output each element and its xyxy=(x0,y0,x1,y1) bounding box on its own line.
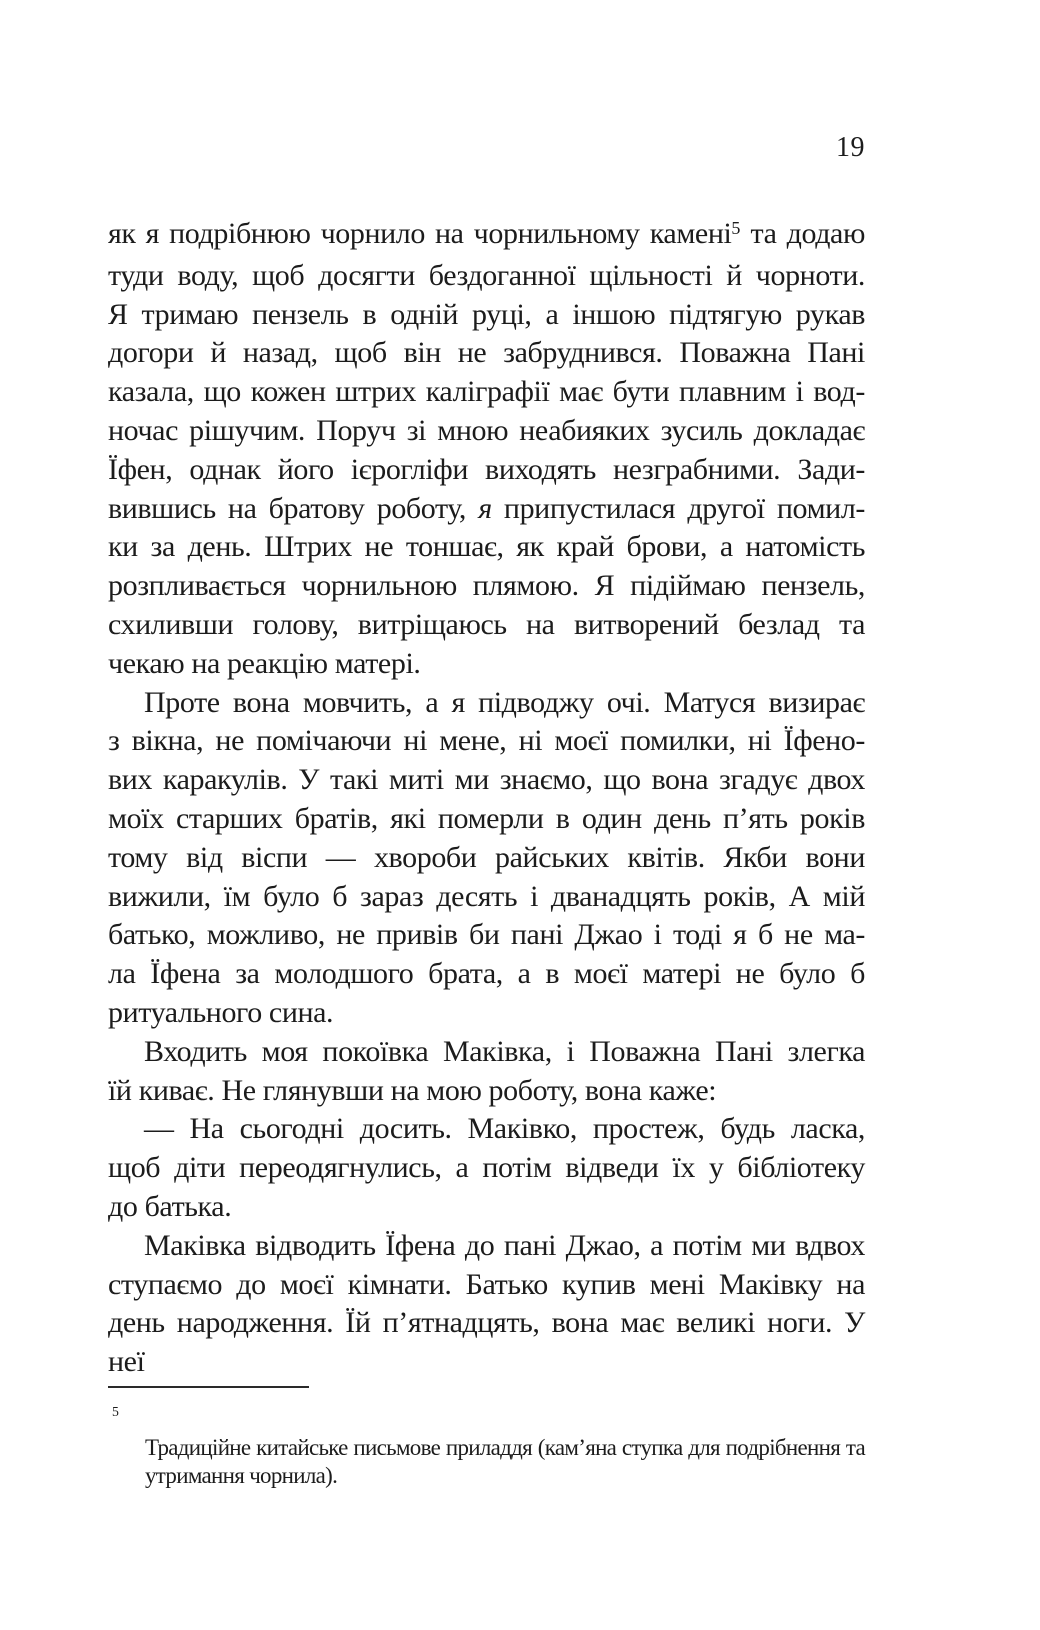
text-line xyxy=(108,412,865,451)
text-line xyxy=(108,490,865,529)
text-segment: ступаємо до моєї кімнати. Батько купив мені Маківку на xyxy=(108,1267,865,1301)
footnote-reference: 5 xyxy=(731,218,741,238)
text-line xyxy=(145,1462,865,1491)
footnote-text xyxy=(108,1434,865,1491)
text-line xyxy=(108,1072,865,1111)
text-line xyxy=(108,1304,865,1382)
text-segment: вижили, їм було б зараз десять і дванадцять років, А мій xyxy=(108,879,865,913)
text-segment: та додаю xyxy=(740,217,865,250)
text-segment: утримання чорнила). xyxy=(145,1463,338,1489)
text-line xyxy=(108,373,865,412)
footnote-divider xyxy=(108,1386,309,1388)
text-line xyxy=(108,916,865,955)
text-segment: ки за день. Штрих не тоншає, як край брови, а натомість xyxy=(108,530,865,564)
text-line xyxy=(108,567,865,606)
text-segment: Входить моя покоївка Маківка, і Поважна Пані злегка xyxy=(144,1034,865,1068)
text-line xyxy=(108,215,865,257)
text-segment: припустилася другої помил- xyxy=(491,491,865,525)
paragraph xyxy=(108,215,865,684)
text-line xyxy=(108,645,865,684)
text-segment: їй киває. Не глянувши на мою роботу, вона каже: xyxy=(108,1073,717,1107)
text-segment: тому від віспи — хвороби райських квітів. Якби вони xyxy=(108,840,865,874)
text-line xyxy=(108,722,865,761)
text-segment: Маківка відводить Їфена до пані Джао, а потім ми вдвох xyxy=(144,1228,865,1262)
text-segment: Традиційне китайське письмове приладдя (кам’яна ступка для подрібнення та xyxy=(145,1434,865,1460)
text-segment: Їфен, однак його ієрогліфи виходять незграбними. Зади- xyxy=(108,452,865,486)
text-line xyxy=(108,1110,865,1149)
page-number: 19 xyxy=(836,132,865,163)
text-segment: чекаю на реакцію матері. xyxy=(108,646,421,680)
text-line xyxy=(108,606,865,645)
text-line xyxy=(145,1434,865,1463)
text-segment: Проте вона мовчить, а я підводжу очі. Матуся визирає xyxy=(144,685,865,719)
text-segment: ритуального сина. xyxy=(108,995,334,1029)
text-segment: догори й назад, щоб він не забруднився. Поважна Пані xyxy=(108,336,865,370)
footnote-marker: 5 xyxy=(112,1404,119,1420)
text-line xyxy=(108,296,865,335)
text-line xyxy=(108,1227,865,1266)
text-line xyxy=(108,257,865,296)
text-segment: вих каракулів. У такі миті ми знаємо, що вона згадує двох xyxy=(108,763,865,797)
text-line xyxy=(108,761,865,800)
text-line xyxy=(108,839,865,878)
text-segment: розпливається чорнильною плямою. Я підіймаю пензель, xyxy=(108,569,865,603)
text-segment: казала, що кожен штрих каліграфії має бути плавним і вод- xyxy=(108,375,865,409)
text-segment: день народження. Їй п’ятнадцять, вона має великі ноги. У неї xyxy=(108,1306,865,1379)
paragraph xyxy=(108,1227,865,1382)
text-segment: як я подрібнюю чорнило на чорнильному камені xyxy=(108,217,732,250)
text-segment: туди воду, щоб досягти бездоганної щільності й чорноти. xyxy=(108,258,865,292)
text-line xyxy=(108,1033,865,1072)
text-segment: схиливши голову, витріщаюсь на витворений безлад та xyxy=(108,607,865,641)
footnote xyxy=(108,1402,865,1491)
text-block xyxy=(108,215,865,1382)
text-segment: — На сьогодні досить. Маківко, простеж, будь ласка, xyxy=(144,1112,865,1146)
text-line xyxy=(108,528,865,567)
text-line xyxy=(108,1266,865,1305)
text-line xyxy=(108,451,865,490)
text-line xyxy=(108,955,865,994)
paragraph xyxy=(108,1110,865,1226)
text-line xyxy=(108,994,865,1033)
paragraph xyxy=(108,684,865,1033)
paragraph xyxy=(108,1033,865,1111)
text-line xyxy=(108,800,865,839)
text-line xyxy=(108,334,865,373)
text-segment: батько, можливо, не привів би пані Джао і тоді я б не ма- xyxy=(108,918,865,952)
text-segment: ла Їфена за молодшого брата, а в моєї матері не було б xyxy=(108,957,865,991)
emphasized-word: я xyxy=(478,491,492,525)
text-segment: вившись на братову роботу, xyxy=(108,491,479,525)
text-segment: ночас рішучим. Поруч зі мною неабияких зусиль докладає xyxy=(108,413,865,447)
text-line xyxy=(108,1149,865,1188)
text-segment: до батька. xyxy=(108,1189,232,1223)
text-segment: щоб діти переодягнулись, а потім відведи їх у бібліотеку xyxy=(108,1151,865,1185)
text-line xyxy=(108,1188,865,1227)
text-line xyxy=(108,684,865,723)
text-segment: з вікна, не помічаючи ні мене, ні моєї помилки, ні Їфено- xyxy=(108,724,865,758)
text-segment: Я тримаю пензель в одній руці, а іншою підтягую рукав xyxy=(108,297,865,331)
text-line xyxy=(108,878,865,917)
text-segment: моїх старших братів, які померли в один день п’ять років xyxy=(108,801,865,835)
